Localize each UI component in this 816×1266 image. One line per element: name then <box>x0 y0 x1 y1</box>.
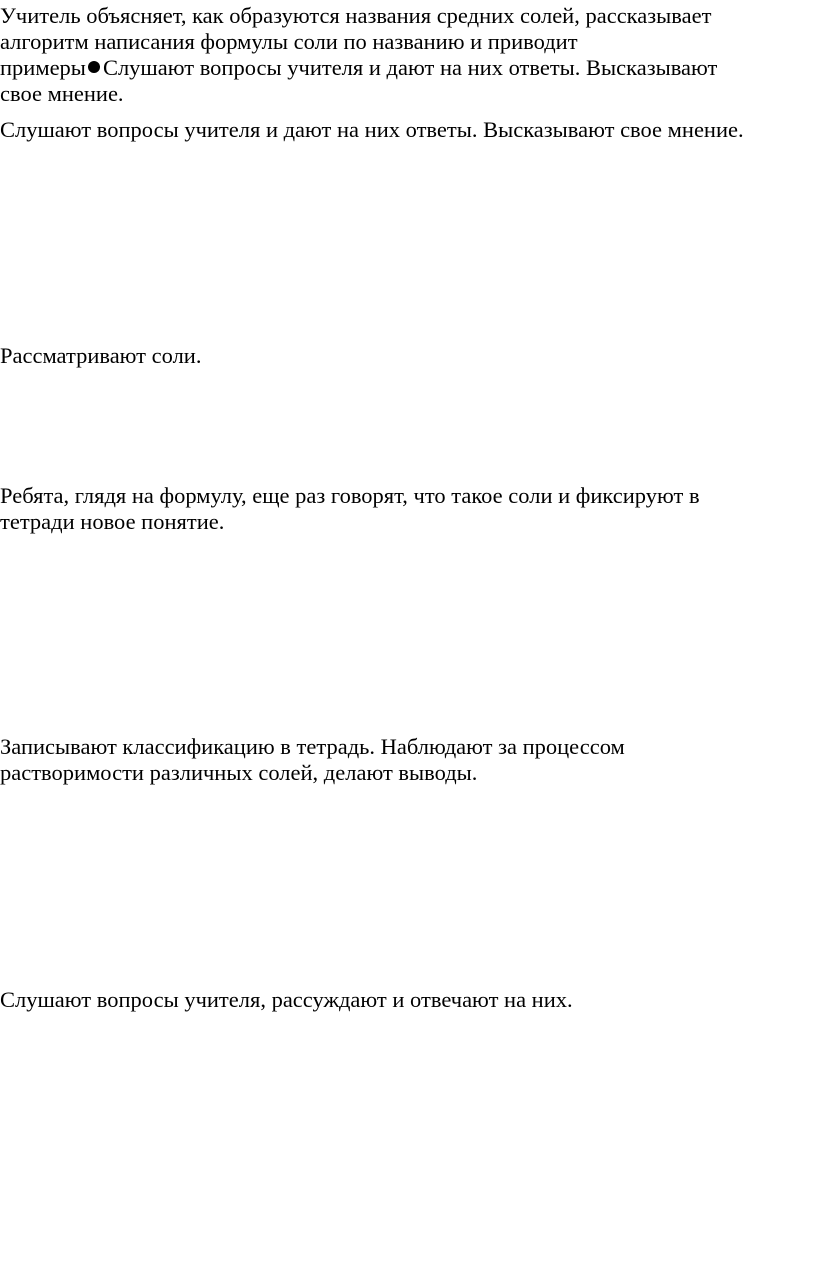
text-line: алгоритм написания формулы соли по названию и приводит <box>0 29 578 54</box>
paragraph-teacher-explains <box>0 3 816 107</box>
text-line: Слушают вопросы учителя, рассуждают и отвечают на них. <box>0 987 573 1012</box>
text-fragment: Слушают вопросы учителя и дают на них ответы. Высказывают <box>102 55 718 80</box>
text-line: Записывают классификацию в тетрадь. Наблюдают за процессом <box>0 734 625 759</box>
text-line: тетради новое понятие. <box>0 509 225 534</box>
text-line: Рассматривают соли. <box>0 343 202 368</box>
bullet-dot-icon <box>88 61 100 73</box>
text-fragment: примеры <box>0 55 86 80</box>
text-line: Слушают вопросы учителя и дают на них ответы. Высказывают свое мнение. <box>0 117 744 142</box>
paragraph-define-salts <box>0 483 816 535</box>
text-line: растворимости различных солей, делают выводы. <box>0 760 478 785</box>
text-line-with-bullet <box>0 55 816 81</box>
paragraph-listen-questions <box>0 117 816 143</box>
paragraph-discussion <box>0 987 816 1013</box>
paragraph-examine-salts <box>0 343 816 369</box>
text-line: Ребята, глядя на формулу, еще раз говорят, что такое соли и фиксируют в <box>0 483 700 508</box>
paragraph-classification <box>0 734 816 786</box>
text-line: Учитель объясняет, как образуются названия средних солей, рассказывает <box>0 3 712 28</box>
text-line: свое мнение. <box>0 81 124 106</box>
